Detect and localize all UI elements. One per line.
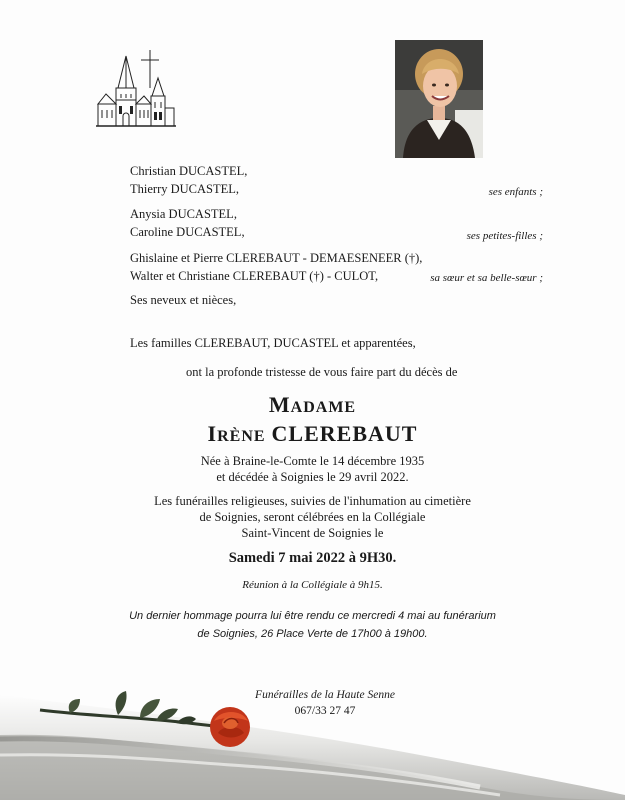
siblings-role: sa sœur et sa belle-sœur ; [430, 272, 543, 284]
child-name: Thierry DUCASTEL, [130, 182, 240, 196]
siblings-list [130, 249, 422, 285]
funeral-line-3: Saint-Vincent de Soignies le [241, 526, 384, 540]
birth-line: Née à Braine-le-Comte le 14 décembre 1935 [200, 454, 425, 468]
hommage-line-2: de Soignies, 26 Place Verte de 17h00 à 19h00. [197, 628, 428, 640]
hommage-line-1: Un dernier hommage pourra lui être rendu ce mercredi 4 mai au funérarium [129, 610, 496, 622]
children-list [130, 162, 247, 198]
granddaughters-list [130, 205, 245, 241]
granddaughter-name: Caroline DUCASTEL, [130, 225, 245, 239]
portrait-photo [395, 40, 483, 158]
granddaughters-role: ses petites-filles ; [466, 230, 543, 242]
rose-on-beach-image [0, 655, 625, 800]
child-name: Christian DUCASTEL, [130, 164, 248, 178]
church-illustration [96, 48, 176, 130]
death-line: et décédée à Soignies le 29 avril 2022. [216, 470, 409, 484]
funeral-home-phone: 067/33 27 47 [294, 705, 356, 717]
funeral-line-1: Les funérailles religieuses, suivies de l'inhumation au cimetière [154, 494, 471, 508]
title-madame: MADAME [268, 392, 357, 417]
sadness-line: ont la profonde tristesse de vous faire part du décès de [186, 365, 458, 379]
deceased-name: IRÈNE CLEREBAUT [207, 421, 418, 446]
nephews-line: Ses neveux et nièces, [130, 293, 237, 307]
funeral-home [240, 687, 410, 719]
families-line: Les familles CLEREBAUT, DUCASTEL et apparentées, [130, 336, 416, 350]
children-role: ses enfants ; [488, 186, 543, 198]
sibling-name: Ghislaine et Pierre CLEREBAUT - DEMAESENEER (†), [130, 251, 423, 265]
sibling-name: Walter et Christiane CLEREBAUT (†) - CULOT, [130, 269, 379, 283]
reunion-line: Réunion à la Collégiale à 9h15. [242, 579, 383, 591]
granddaughter-name: Anysia DUCASTEL, [130, 207, 237, 221]
funeral-home-name: Funérailles de la Haute Senne [255, 689, 395, 701]
funeral-line-2: de Soignies, seront célébrées en la Collégiale [199, 510, 426, 524]
ceremony-date: Samedi 7 mai 2022 à 9H30. [228, 550, 397, 566]
